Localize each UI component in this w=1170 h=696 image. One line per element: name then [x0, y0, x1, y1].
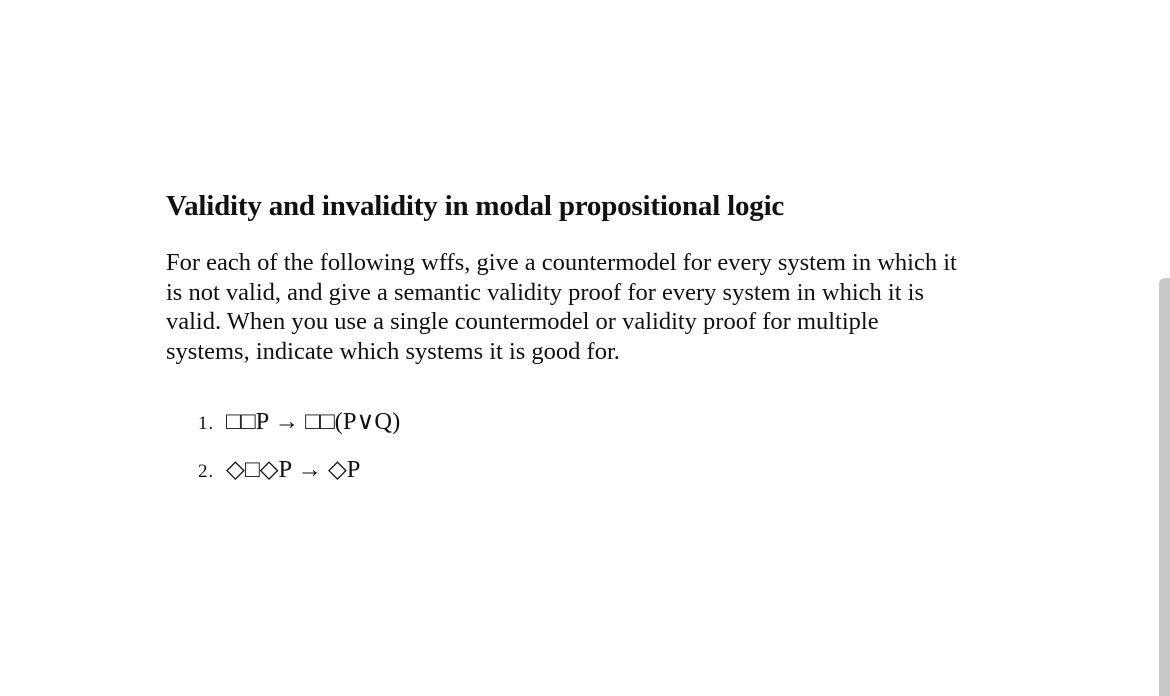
- problem-number: 1.: [198, 413, 215, 434]
- problem-formula: ◇□◇P → ◇P: [226, 456, 361, 483]
- instructions-paragraph: For each of the following wffs, give a countermodel for every system in which it is not valid, and give a semantic validity proof for every system in which it is valid. When you use a single countermodel or validity proof for multiple systems, indicate which systems it is good for.: [166, 249, 957, 365]
- section-heading: Validity and invalidity in modal propositional logic: [166, 190, 785, 222]
- document-content: [166, 186, 966, 502]
- problem-item-1: [198, 406, 966, 454]
- vertical-scrollbar[interactable]: [1159, 278, 1170, 696]
- problem-item-2: [198, 454, 966, 502]
- problem-list: [166, 406, 966, 502]
- problem-formula: □□P → □□(P∨Q): [226, 408, 401, 435]
- problem-number: 2.: [198, 461, 215, 482]
